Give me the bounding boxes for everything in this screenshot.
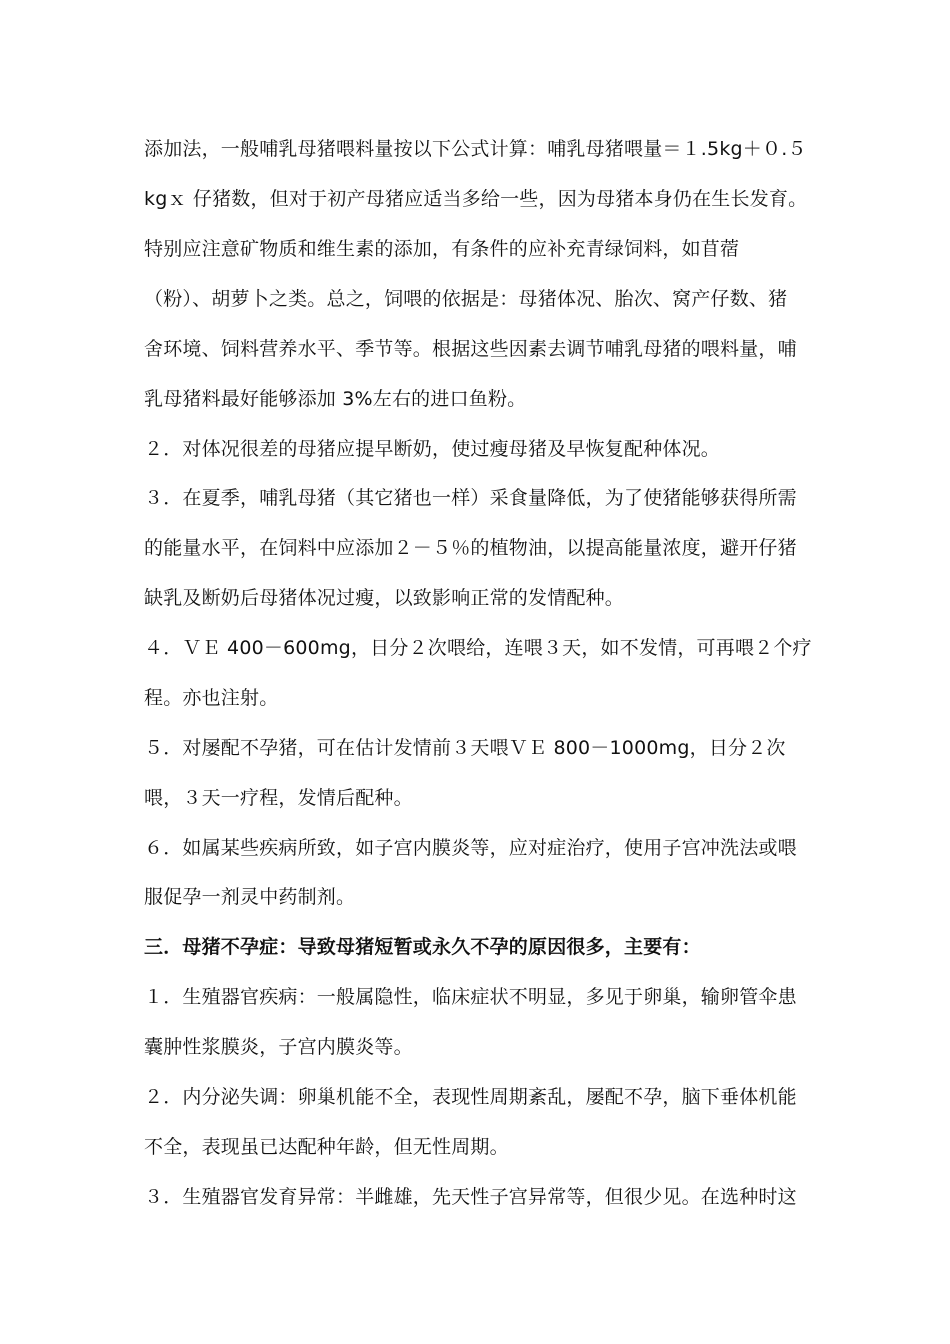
- text-line: 服促孕一剂灵中药制剂。: [144, 886, 356, 908]
- text-line: 舍环境、饲料营养水平、季节等。根据这些因素去调节哺乳母猪的喂料量，哺: [144, 338, 797, 360]
- section-heading: 三．母猪不孕症：导致母猪短暂或永久不孕的原因很多，主要有：: [144, 936, 701, 958]
- text-line: 程。亦也注射。: [144, 687, 279, 709]
- text-line: （粉）、胡萝卜之类。总之，饲喂的依据是：母猪体况、胎次、窝产仔数、猪: [144, 288, 788, 310]
- text-line: 囊肿性浆膜炎，子宫内膜炎等。: [144, 1036, 413, 1058]
- text-line: ２．内分泌失调：卵巢机能不全，表现性周期紊乱，屡配不孕，脑下垂体机能: [144, 1086, 797, 1108]
- text-line: 缺乳及断奶后母猪体况过瘦，以致影响正常的发情配种。: [144, 587, 625, 609]
- text-line: 喂，３天一疗程，发情后配种。: [144, 787, 413, 809]
- text-line: ２．对体况很差的母猪应提早断奶，使过瘦母猪及早恢复配种体况。: [144, 438, 721, 460]
- text-line: ３．生殖器官发育异常：半雌雄，先天性子宫异常等，但很少见。在选种时这: [144, 1186, 797, 1208]
- text-line: 添加法，一般哺乳母猪喂料量按以下公式计算：哺乳母猪喂量＝１.5kg＋０.５: [144, 138, 807, 160]
- text-line: ３．在夏季，哺乳母猪（其它猪也一样）采食量降低，为了使猪能够获得所需: [144, 487, 797, 509]
- text-line: ４．ＶＥ 400－600mg，日分２次喂给，连喂３天，如不发情，可再喂２个疗: [144, 637, 812, 659]
- text-line: kgｘ 仔猪数，但对于初产母猪应适当多给一些，因为母猪本身仍在生长发育。: [144, 188, 808, 210]
- text-line: 特别应注意矿物质和维生素的添加，有条件的应补充青绿饲料，如苜蓿: [144, 238, 740, 260]
- text-line: 乳母猪料最好能够添加 3%左右的进口鱼粉。: [144, 388, 527, 410]
- text-line: ６．如属某些疾病所致，如子宫内膜炎等，应对症治疗，使用子宫冲洗法或喂: [144, 837, 797, 859]
- text-line: 的能量水平，在饲料中应添加２－５％的植物油，以提高能量浓度，避开仔猪: [144, 537, 797, 559]
- text-line: ５．对屡配不孕猪，可在估计发情前３天喂ＶＥ 800－1000mg，日分２次: [144, 737, 786, 759]
- text-line: １．生殖器官疾病：一般属隐性，临床症状不明显，多见于卵巢，输卵管伞患: [144, 986, 797, 1008]
- text-line: 不全，表现虽已达配种年龄，但无性周期。: [144, 1136, 509, 1158]
